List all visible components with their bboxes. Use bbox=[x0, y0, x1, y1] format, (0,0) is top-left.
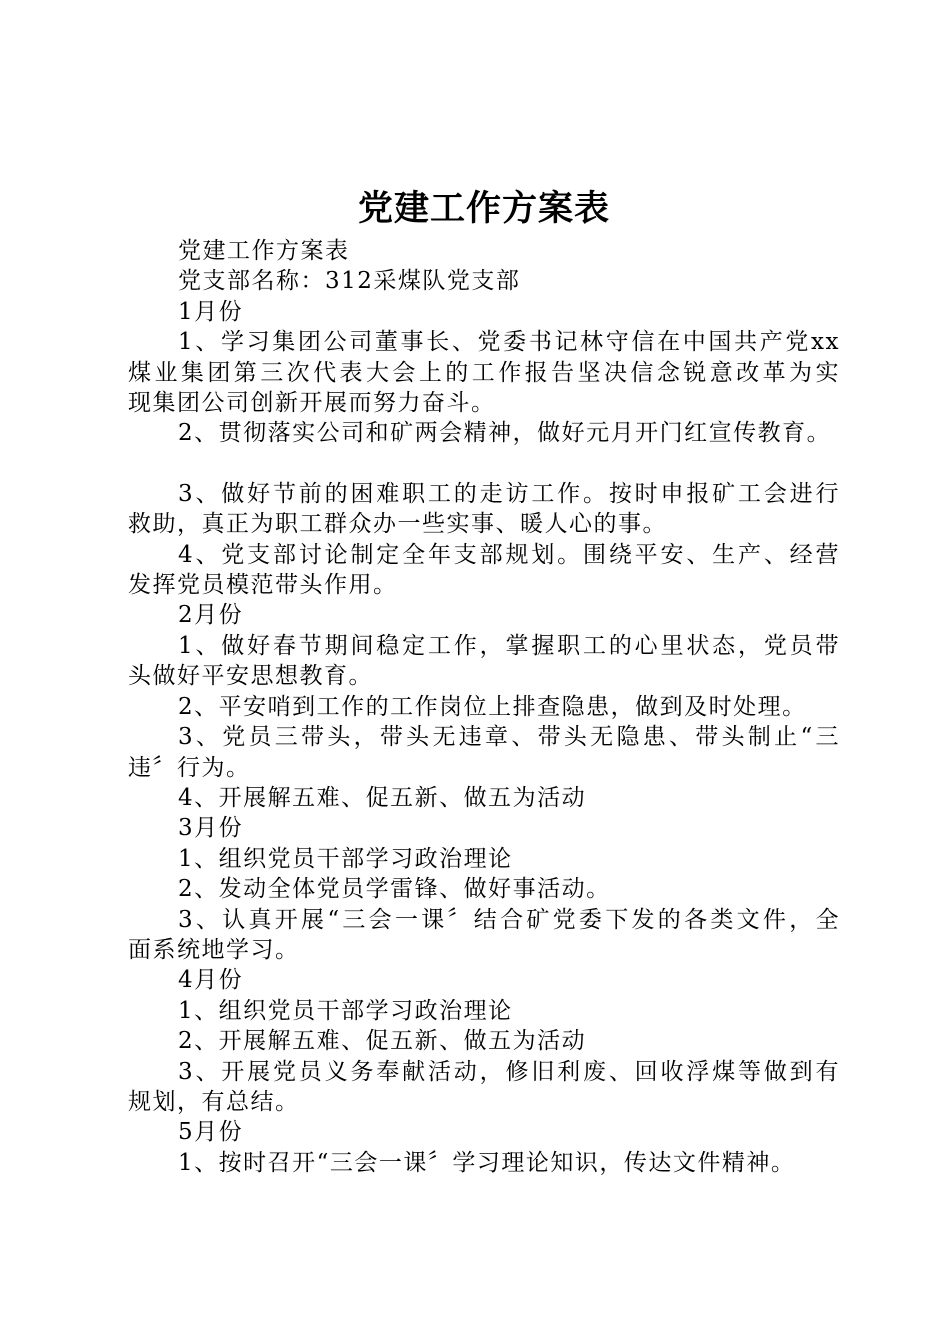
text-line: 2、平安哨到工作的工作岗位上排查隐患，做到及时处理。 bbox=[178, 693, 807, 720]
list-item-feb-2 bbox=[128, 692, 840, 722]
text-line: 3、党员三带头，带头无违章、带头无隐患、带头制止“三 bbox=[178, 724, 840, 751]
document-subtitle: 党建工作方案表 bbox=[178, 238, 350, 264]
text-line: 1、按时召开“三会一课〞学习理论知识，传达文件精神。 bbox=[178, 1149, 796, 1176]
text-line: 1、组织党员干部学习政治理论 bbox=[178, 845, 513, 872]
list-item-jan-4 bbox=[128, 540, 840, 601]
text-line: 煤业集团第三次代表大会上的工作报告坚决信念锐意改革为实 bbox=[128, 359, 840, 386]
month-heading-may: 5月份 bbox=[178, 1119, 244, 1146]
list-item-mar-2 bbox=[128, 874, 840, 904]
text-line: 头做好平安思想教育。 bbox=[128, 663, 373, 690]
text-line: 3、做好节前的困难职工的走访工作。按时申报矿工会进行 bbox=[178, 480, 840, 507]
text-line: 3、开展党员义务奉献活动，修旧利废、回收浮煤等做到有 bbox=[178, 1058, 840, 1085]
list-item-may-1 bbox=[128, 1148, 840, 1178]
month-heading-apr: 4月份 bbox=[178, 967, 244, 994]
text-line: 救助，真正为职工群众办一些实事、暖人心的事。 bbox=[128, 511, 667, 538]
list-item-mar-1 bbox=[128, 844, 840, 874]
month-heading-jan: 1月份 bbox=[178, 298, 244, 325]
text-line: 1、组织党员干部学习政治理论 bbox=[178, 997, 513, 1024]
text-line: 3、认真开展“三会一课〞结合矿党委下发的各类文件，全 bbox=[178, 906, 840, 933]
text-line: 4、党支部讨论制定全年支部规划。围绕平安、生产、经营 bbox=[178, 541, 840, 568]
month-heading-mar: 3月份 bbox=[178, 815, 244, 842]
list-item-feb-1 bbox=[128, 631, 840, 692]
text-line: 1、做好春节期间稳定工作，掌握职工的心里状态，党员带 bbox=[178, 632, 840, 659]
list-item-jan-2 bbox=[128, 418, 840, 448]
text-line: 现集团公司创新开展而努力奋斗。 bbox=[128, 390, 496, 417]
text-line: 违〞行为。 bbox=[128, 754, 251, 781]
list-item-feb-3 bbox=[128, 722, 840, 783]
blank-line bbox=[128, 449, 840, 479]
list-item-jan-1 bbox=[128, 327, 840, 418]
text-line: 4、开展解五难、促五新、做五为活动 bbox=[178, 784, 587, 811]
document-title: 党建工作方案表 bbox=[357, 188, 610, 229]
list-item-feb-4 bbox=[128, 783, 840, 813]
text-line: 2、贯彻落实公司和矿两会精神，做好元月开门红宣传教育。 bbox=[178, 420, 832, 447]
text-line: 2、发动全体党员学雷锋、做好事活动。 bbox=[178, 876, 611, 903]
month-heading-feb: 2月份 bbox=[178, 602, 244, 629]
list-item-apr-1 bbox=[128, 996, 840, 1026]
text-line: 发挥党员模范带头作用。 bbox=[128, 572, 398, 599]
text-line: 规划，有总结。 bbox=[128, 1088, 300, 1115]
list-item-apr-3 bbox=[128, 1057, 840, 1118]
document-body bbox=[128, 236, 840, 1178]
branch-name: 党支部名称：312采煤队党支部 bbox=[178, 268, 521, 295]
text-line: 面系统地学习。 bbox=[128, 936, 300, 963]
list-item-apr-2 bbox=[128, 1026, 840, 1056]
text-line: 1、学习集团公司董事长、党委书记林守信在中国共产党xx bbox=[178, 329, 840, 356]
list-item-jan-3 bbox=[128, 479, 840, 540]
text-line: 2、开展解五难、促五新、做五为活动 bbox=[178, 1028, 587, 1055]
list-item-mar-3 bbox=[128, 905, 840, 966]
